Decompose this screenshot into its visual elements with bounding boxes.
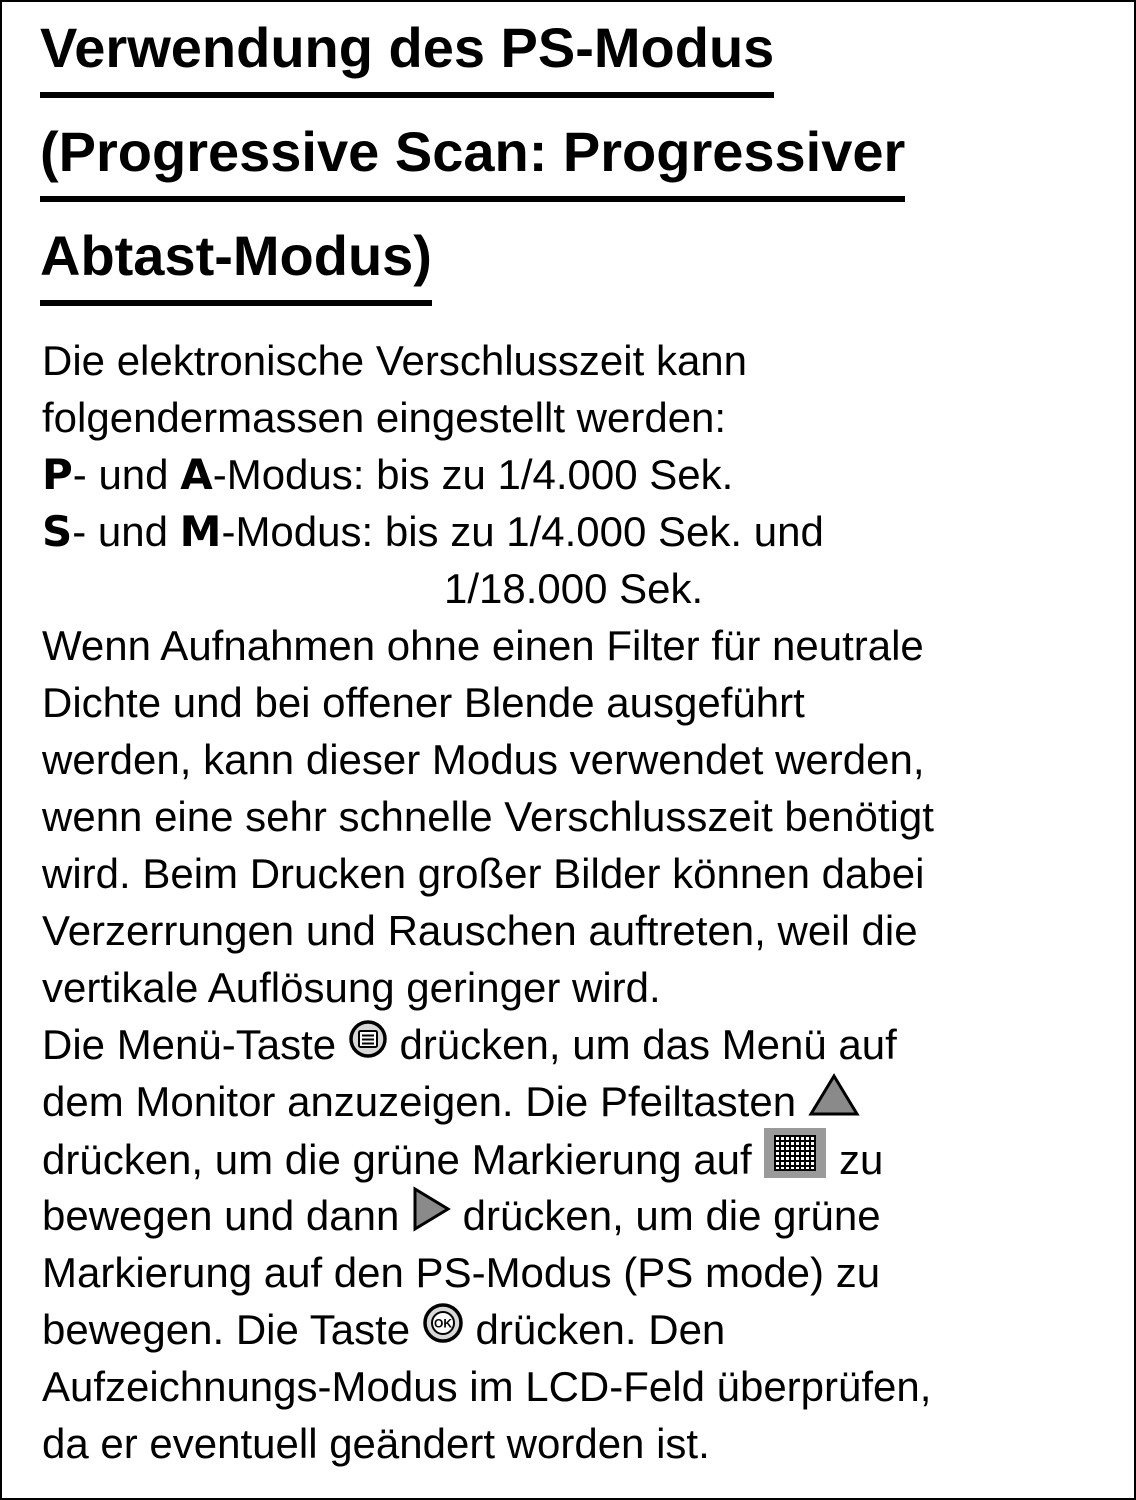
para2-line-6 [42, 1301, 934, 1358]
a-mode-letter: A [180, 450, 213, 499]
para2-line-1-a: Die Menü-Taste [42, 1021, 348, 1068]
para2-line-7: Aufzeichnungs-Modus im LCD-Feld überprüfen, [42, 1363, 932, 1410]
title-line-3: Abtast-Modus) [40, 224, 432, 306]
para2-line-3-b: zu [827, 1136, 884, 1184]
para1-line-4: wenn eine sehr schnelle Verschlusszeit benötigt [42, 793, 934, 840]
para2-line-1-b: drücken, um das Menü auf [387, 1021, 897, 1068]
mode-sm-cont: 1/18.000 Sek. [444, 565, 704, 612]
grid-setup-icon [763, 1127, 827, 1193]
para2-line-4 [42, 1187, 934, 1244]
para2-line-6-a: bewegen. Die Taste [42, 1306, 422, 1353]
para1-line-7: vertikale Auflösung geringer wird. [42, 964, 661, 1011]
intro-line-1: Die elektronische Verschlusszeit kann [42, 337, 748, 384]
mode-pa-text: -Modus: bis zu 1/4.000 Sek. [212, 451, 734, 498]
p-mode-letter: P [42, 450, 73, 499]
title-line-2: (Progressive Scan: Progressiver [40, 120, 905, 202]
para2-line-5: Markierung auf den PS-Modus (PS mode) zu [42, 1249, 881, 1296]
para2-line-2 [42, 1073, 934, 1130]
para2-line-2-a: dem Monitor anzuzeigen. Die Pfeiltasten [42, 1078, 808, 1125]
mode-pa-mid: - und [72, 451, 181, 498]
mode-sm-mid: - und [72, 508, 180, 555]
mode-pa-line [42, 446, 934, 503]
para1-line-6: Verzerrungen und Rauschen auftreten, weil die [42, 907, 918, 954]
m-mode-letter: M [179, 507, 222, 556]
para2-line-3-a: drücken, um die grüne Markierung auf [42, 1136, 764, 1184]
intro-line-2: folgendermassen eingestellt werden: [42, 394, 727, 441]
mode-sm-text: -Modus: bis zu 1/4.000 Sek. und [221, 508, 824, 555]
right-arrow-icon [411, 1186, 451, 1246]
para2-line-8: da er eventuell geändert worden ist. [42, 1420, 710, 1467]
body-text [42, 332, 934, 1472]
para2-line-1 [42, 1016, 934, 1073]
para1-line-1: Wenn Aufnahmen ohne einen Filter für neutrale [42, 622, 924, 669]
ok-label: OK [433, 1316, 452, 1331]
s-mode-letter: S [42, 507, 73, 556]
para1-line-2: Dichte und bei offener Blende ausgeführt [42, 679, 805, 726]
para2-line-4-b: drücken, um die grüne [451, 1192, 881, 1239]
title-line-1: Verwendung des PS-Modus [40, 16, 774, 98]
para2-line-3 [42, 1130, 934, 1187]
para2-line-6-b: drücken. Den [463, 1306, 726, 1353]
para1-line-3: werden, kann dieser Modus verwendet werden, [42, 736, 925, 783]
para1-line-5: wird. Beim Drucken großer Bilder können dabei [42, 850, 925, 897]
ok-button-icon [422, 1301, 464, 1358]
mode-sm-line [42, 503, 934, 560]
para2-line-4-a: bewegen und dann [42, 1192, 411, 1239]
mode-sm-cont-line [42, 560, 934, 617]
menu-button-icon [348, 1016, 388, 1073]
up-arrow-icon [808, 1073, 860, 1131]
